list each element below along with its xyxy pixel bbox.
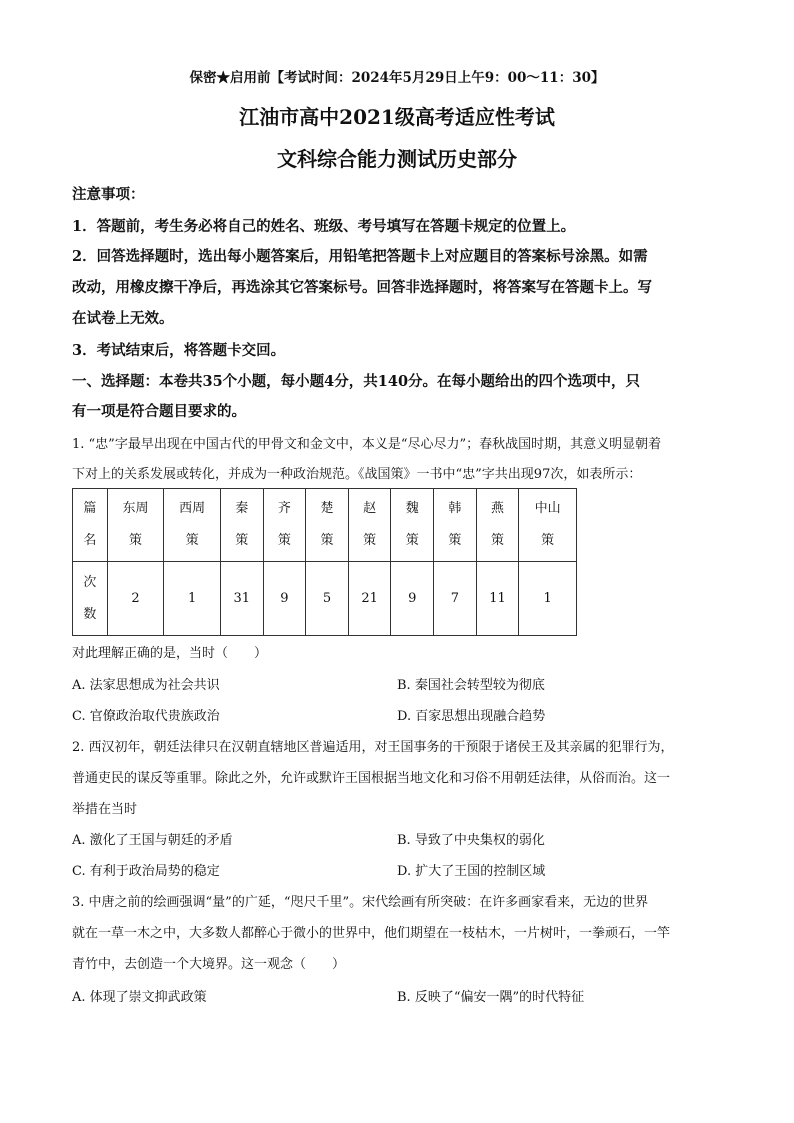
table-cell: 齐策: [263, 489, 306, 562]
table-cell: 2: [107, 562, 164, 636]
notice-heading: 注意事项：: [72, 186, 145, 203]
q1-option-a: A. 法家思想成为社会共识: [72, 678, 220, 693]
q3-option-a: A. 体现了崇文抑武政策: [72, 990, 207, 1005]
table-cell: 7: [434, 562, 477, 636]
confidential-header: 保密★启用前【考试时间：2024年5月29日上午9：00～11：30】: [189, 70, 605, 86]
q2-stem-line-2: 普通吏民的谋反等重罪。除此之外，允许或默许王国根据当地文化和习俗不用朝廷法律，从俗而治。这一: [72, 771, 671, 786]
exam-subtitle: 文科综合能力测试历史部分: [277, 147, 517, 171]
table-header-cell: 篇名: [73, 489, 108, 562]
table-row-name: [73, 489, 577, 562]
notice-item-3: 3．考试结束后，将答题卡交回。: [72, 342, 286, 359]
table-cell: 31: [220, 562, 263, 636]
table-cell: 西周策: [164, 489, 221, 562]
table-row-count: [73, 562, 577, 636]
q3-stem-line-2: 就在一草一木之中，大多数人都醉心于微小的世界中，他们期望在一枝枯木，一片树叶，一拳顽石，一竿: [72, 926, 671, 941]
notice-item-2-line-1: 2．回答选择题时，选出每小题答案后，用铅笔把答题卡上对应题目的答案标号涂黑。如需: [72, 248, 648, 265]
q2-option-c: C. 有利于政治局势的稳定: [72, 864, 220, 879]
table-cell: 21: [348, 562, 391, 636]
q1-stem-line-2: 下对上的关系发展或转化，并成为一种政治规范。《战国策》一书中“忠”字共出现97次，如表所示：: [72, 467, 642, 482]
q1-option-d: D. 百家思想出现融合趋势: [397, 709, 546, 724]
q1-question: 对此理解正确的是，当时（ ）: [72, 646, 268, 661]
table-cell: 9: [391, 562, 434, 636]
notice-item-2-line-3: 在试卷上无效。: [72, 310, 174, 327]
table-cell: 5: [306, 562, 349, 636]
q3-stem-line-3: 青竹中，去创造一个大境界。这一观念（ ）: [72, 957, 346, 972]
table-cell: 楚策: [306, 489, 349, 562]
section-1-heading-line-1: 一、选择题：本卷共35个小题，每小题4分，共140分。在每小题给出的四个选项中，只: [72, 373, 641, 390]
table-cell: 中山策: [519, 489, 577, 562]
table-cell: 赵策: [348, 489, 391, 562]
q2-option-b: B. 导致了中央集权的弱化: [397, 833, 545, 848]
notice-item-2-line-2: 改动，用橡皮擦干净后，再选涂其它答案标号。回答非选择题时，将答案写在答题卡上。写: [72, 279, 652, 296]
q2-option-d: D. 扩大了王国的控制区域: [397, 864, 546, 879]
table-cell: 魏策: [391, 489, 434, 562]
table-cell: 9: [263, 562, 306, 636]
q2-option-a: A. 激化了王国与朝廷的矛盾: [72, 833, 233, 848]
q1-option-c: C. 官僚政治取代贵族政治: [72, 709, 220, 724]
table-cell: 东周策: [107, 489, 164, 562]
notice-item-1: 1．答题前，考生务必将自己的姓名、班级、考号填写在答题卡规定的位置上。: [72, 218, 576, 235]
q1-stem-line-1: 1. “忠”字最早出现在中国古代的甲骨文和金文中，本义是“尽心尽力”；春秋战国时期，其意义明显朝着: [72, 437, 662, 452]
section-1-heading-line-2: 有一项是符合题目要求的。: [72, 403, 246, 420]
q3-option-b: B. 反映了“偏安一隅”的时代特征: [397, 990, 585, 1005]
q1-data-table: [72, 488, 577, 636]
table-cell: 11: [476, 562, 519, 636]
q2-stem-line-1: 2. 西汉初年，朝廷法律只在汉朝直辖地区普遍适用，对王国事务的干预限于诸侯王及其亲属的犯罪行为，: [72, 740, 674, 755]
table-cell: 燕策: [476, 489, 519, 562]
table-cell: 韩策: [434, 489, 477, 562]
exam-title: 江油市高中2021级高考适应性考试: [239, 105, 555, 129]
q3-stem-line-1: 3. 中唐之前的绘画强调“量”的广延，“咫尺千里”。宋代绘画有所突破：在许多画家看来，无边的世界: [72, 895, 649, 910]
q2-stem-line-3: 举措在当时: [72, 802, 138, 817]
table-cell: 秦策: [220, 489, 263, 562]
table-header-cell: 次数: [73, 562, 108, 636]
table-cell: 1: [519, 562, 577, 636]
table-cell: 1: [164, 562, 221, 636]
q1-option-b: B. 秦国社会转型较为彻底: [397, 678, 545, 693]
